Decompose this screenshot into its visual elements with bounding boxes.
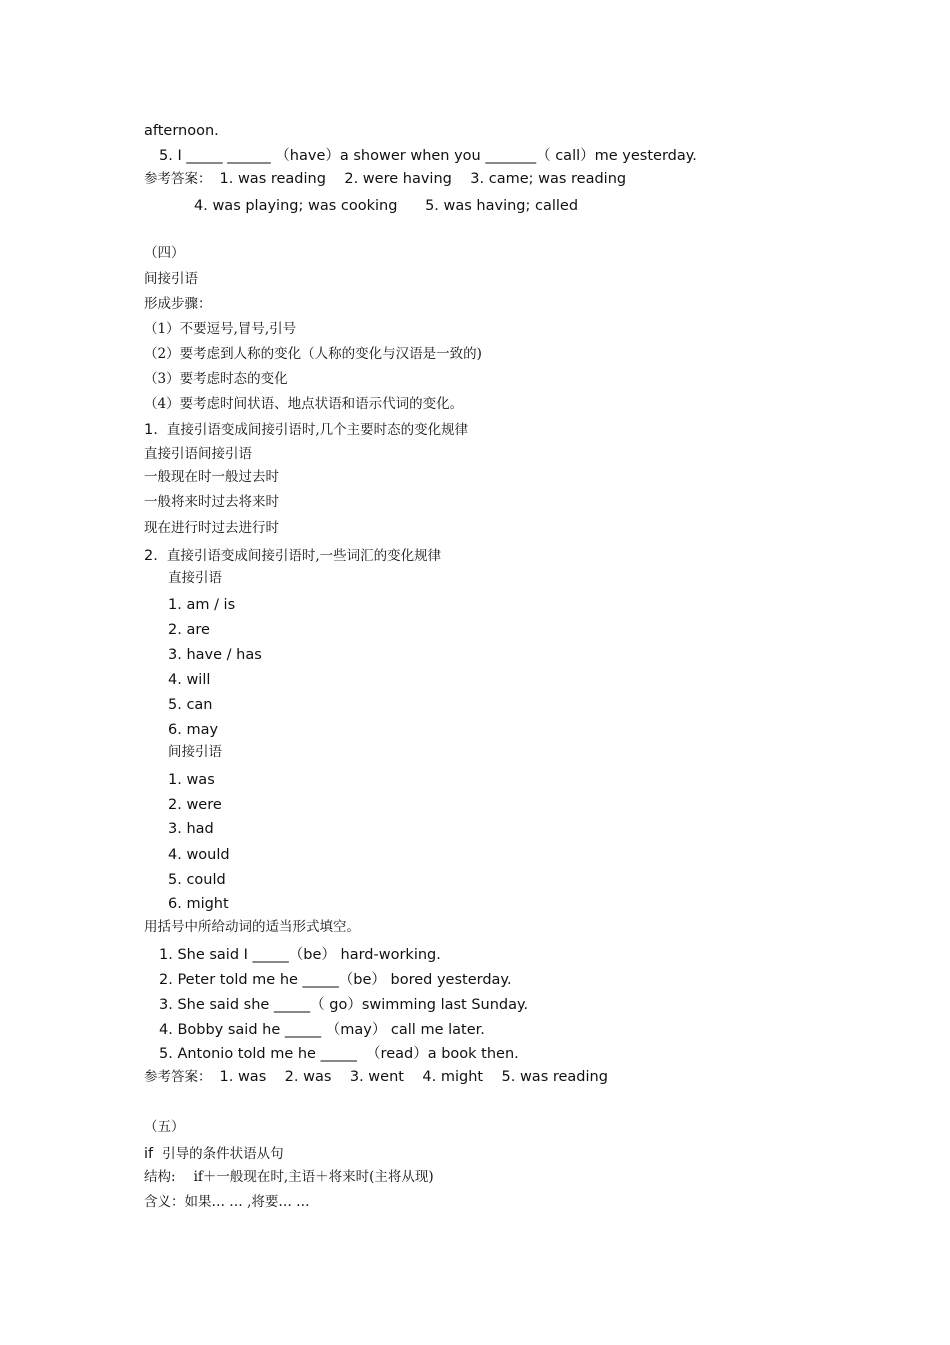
rule-2 — [144, 547, 441, 565]
answer-line-1 — [144, 170, 626, 188]
exercise-5: 5. Antonio told me he _____ （read）a book then. — [159, 1046, 519, 1062]
indirect-speech-label: 间接引语 — [168, 744, 222, 760]
direct-item-5: 5. can — [168, 697, 213, 713]
step-2: （2）要考虑到人称的变化（人称的变化与汉语是一致的) — [144, 346, 482, 362]
tense-row-2: 一般将来时过去将来时 — [144, 494, 279, 510]
exercise-instruction: 用括号中所给动词的适当形式填空。 — [144, 919, 360, 935]
direct-item-1: 1. am / is — [168, 597, 236, 613]
step-4: （4）要考虑时间状语、地点状语和语示代词的变化。 — [144, 396, 464, 412]
section-title-4: 间接引语 — [144, 271, 198, 287]
indirect-item-6: 6. might — [168, 896, 229, 912]
exercise-q5: 5. I _____ ______ （have）a shower when you _______（ call）me yesterday. — [159, 148, 697, 164]
meaning-line — [144, 1193, 310, 1211]
direct-speech-label: 直接引语 — [168, 570, 222, 586]
steps-label: 形成步骤： — [144, 296, 212, 312]
indirect-item-2: 2. were — [168, 797, 222, 813]
section-heading-4: （四） — [144, 245, 185, 261]
meaning-label: 含义： — [144, 1194, 185, 1210]
answer-line-2: 4. was playing; was cooking 5. was having; called — [194, 198, 579, 214]
direct-item-3: 3. have / has — [168, 647, 262, 663]
exercise-2: 2. Peter told me he _____（be） bored yesterday. — [159, 972, 512, 988]
rule-1-text: 直接引语变成间接引语时,几个主要时态的变化规律 — [166, 422, 469, 438]
meaning-text: 如果… … ,将要… … — [184, 1194, 310, 1210]
answer-line-3 — [144, 1068, 608, 1086]
answer-text-3: 1. was 2. was 3. went 4. might 5. was reading — [219, 1069, 608, 1085]
section-heading-5: （五） — [144, 1119, 185, 1135]
rule-2-number: 2. — [144, 548, 158, 564]
section-title-5 — [144, 1145, 284, 1163]
tense-row-3: 现在进行时过去进行时 — [144, 520, 279, 536]
exercise-1: 1. She said I _____（be） hard-working. — [159, 947, 441, 963]
rule-1-number: 1. — [144, 422, 158, 438]
structure-label: 结构: — [144, 1169, 176, 1185]
step-3: （3）要考虑时态的变化 — [144, 371, 288, 387]
answer-label: 参考答案： — [144, 171, 212, 187]
direct-item-6: 6. may — [168, 722, 219, 738]
structure-text: if＋一般现在时,主语＋将来时(主将从现) — [193, 1169, 434, 1185]
text-afternoon: afternoon. — [144, 123, 219, 139]
indirect-item-3: 3. had — [168, 821, 214, 837]
answer-label: 参考答案： — [144, 1069, 212, 1085]
direct-item-4: 4. will — [168, 672, 211, 688]
step-1: （1）不要逗号,冒号,引号 — [144, 321, 297, 337]
structure-line — [144, 1168, 434, 1186]
rule-1 — [144, 421, 468, 439]
direct-item-2: 2. are — [168, 622, 210, 638]
rule-2-text: 直接引语变成间接引语时,一些词汇的变化规律 — [166, 548, 442, 564]
exercise-3: 3. She said she _____（ go）swimming last Sunday. — [159, 997, 529, 1013]
indirect-item-4: 4. would — [168, 847, 230, 863]
indirect-item-5: 5. could — [168, 872, 226, 888]
indirect-item-1: 1. was — [168, 772, 215, 788]
tense-row-1: 一般现在时一般过去时 — [144, 469, 279, 485]
title-clause: 引导的条件状语从句 — [162, 1146, 284, 1162]
answer-text-1: 1. was reading 2. were having 3. came; was reading — [219, 171, 627, 187]
tense-row-header: 直接引语间接引语 — [144, 446, 252, 462]
exercise-4: 4. Bobby said he _____ （may） call me later. — [159, 1022, 485, 1038]
title-if: if — [144, 1146, 154, 1162]
